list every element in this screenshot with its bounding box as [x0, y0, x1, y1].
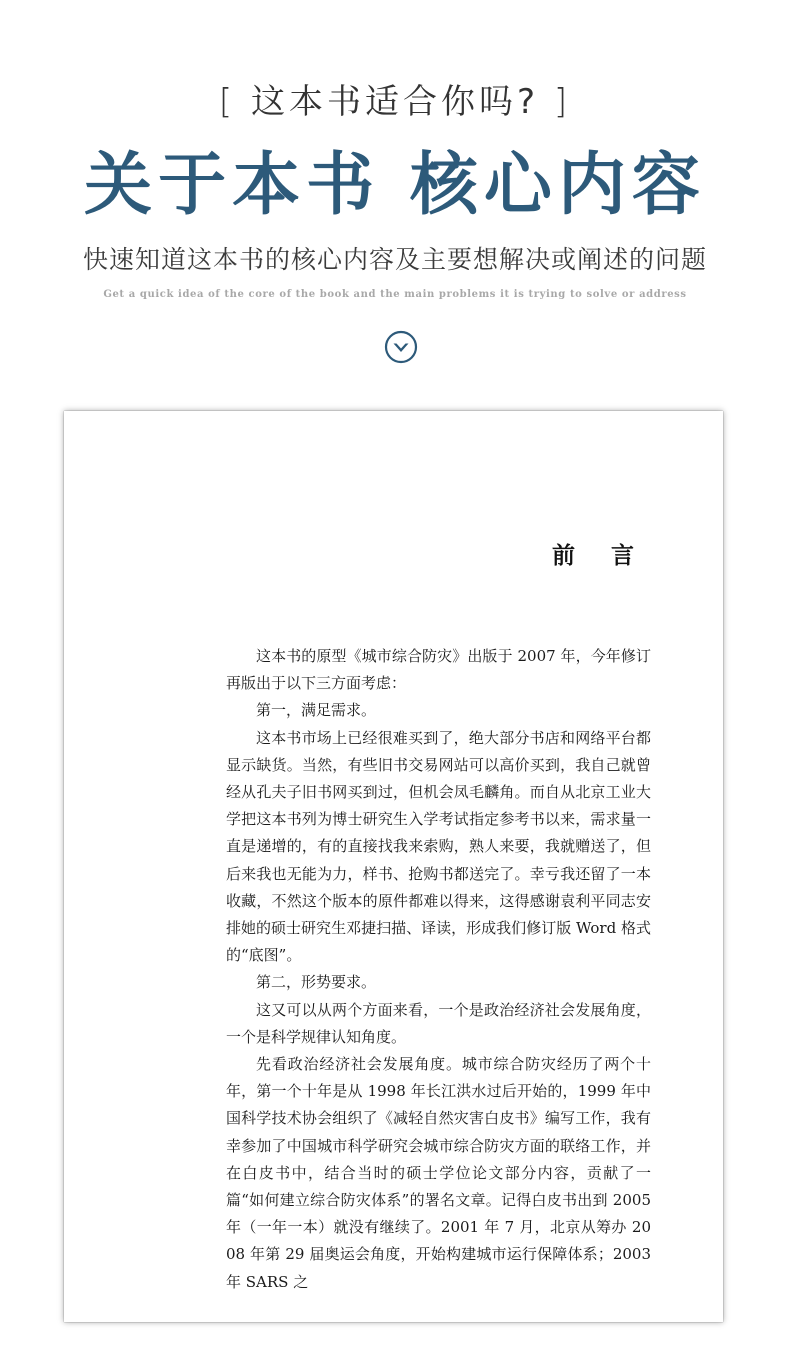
preface-body: [226, 643, 651, 1296]
intro-header: [0, 0, 790, 400]
subtitle-english: Get a quick idea of the core of the book and the main problems it is trying to solve or address: [103, 289, 687, 300]
paragraph: 这本书的原型《城市综合防灾》出版于 2007 年，今年修订再版出于以下三方面考虑：: [226, 647, 651, 693]
chevron-down-circle-icon: [384, 330, 418, 364]
paragraph: 这又可以从两个方面来看，一个是政治经济社会发展角度，一个是科学规律认知角度。: [226, 1000, 651, 1046]
subtitle: 快速知道这本书的核心内容及主要想解决或阐述的问题: [82, 245, 707, 274]
bracket-close: ]: [553, 82, 572, 122]
question-text: 这本书适合你吗?: [250, 82, 540, 122]
bracket-open: [: [218, 82, 237, 122]
paragraph: 这本书市场上已经很难买到了，绝大部分书店和网络平台都显示缺货。当然，有些旧书交易网站可以高价买到，我自己就曾经从孔夫子旧书网买到过，但机会凤毛麟角。而自从北京工业大学把这本书列为博士研究生入学考试指定参考书以来，需求量一直是递增的，有的直接找我来索购，熟人来要，我就赠送了，但后来我也无能为力，样书、抢购书都送完了。幸亏我还留了一本收藏，不然这个版本的原件都难以得来，这得感谢袁利平同志安排她的硕士研究生邓捷扫描、译读，形成我们修订版 Word 格式的“底图”。: [226, 728, 651, 965]
page-title: 前 言: [551, 542, 648, 569]
paragraph: 第二，形势要求。: [256, 973, 377, 992]
question-heading: [0, 80, 790, 124]
main-title: 关于本书 核心内容: [84, 145, 706, 225]
paragraph: 先看政治经济社会发展角度。城市综合防灾经历了两个十年，第一个十年是从 1998 年长江洪水过后开始的，1999 年中国科学技术协会组织了《减轻自然灾害白皮书》编写工作，我有幸参加了中国城市科学研究会城市综合防灾方面的联络工作，并在白皮书中，结合当时的硕士学位论文部分内容，贡献了一篇“如何建立综合防灾体系”的署名文章。记得白皮书出到 2005 年（一年一本）就没有继续了。2001 年 7 月，北京从筹办 2008 年第 29 届奥运会角度，开始构建城市运行保障体系；2003 年 SARS 之: [226, 1055, 651, 1291]
paragraph: 第一，满足需求。: [256, 701, 377, 720]
book-page-preview: [64, 411, 723, 1322]
